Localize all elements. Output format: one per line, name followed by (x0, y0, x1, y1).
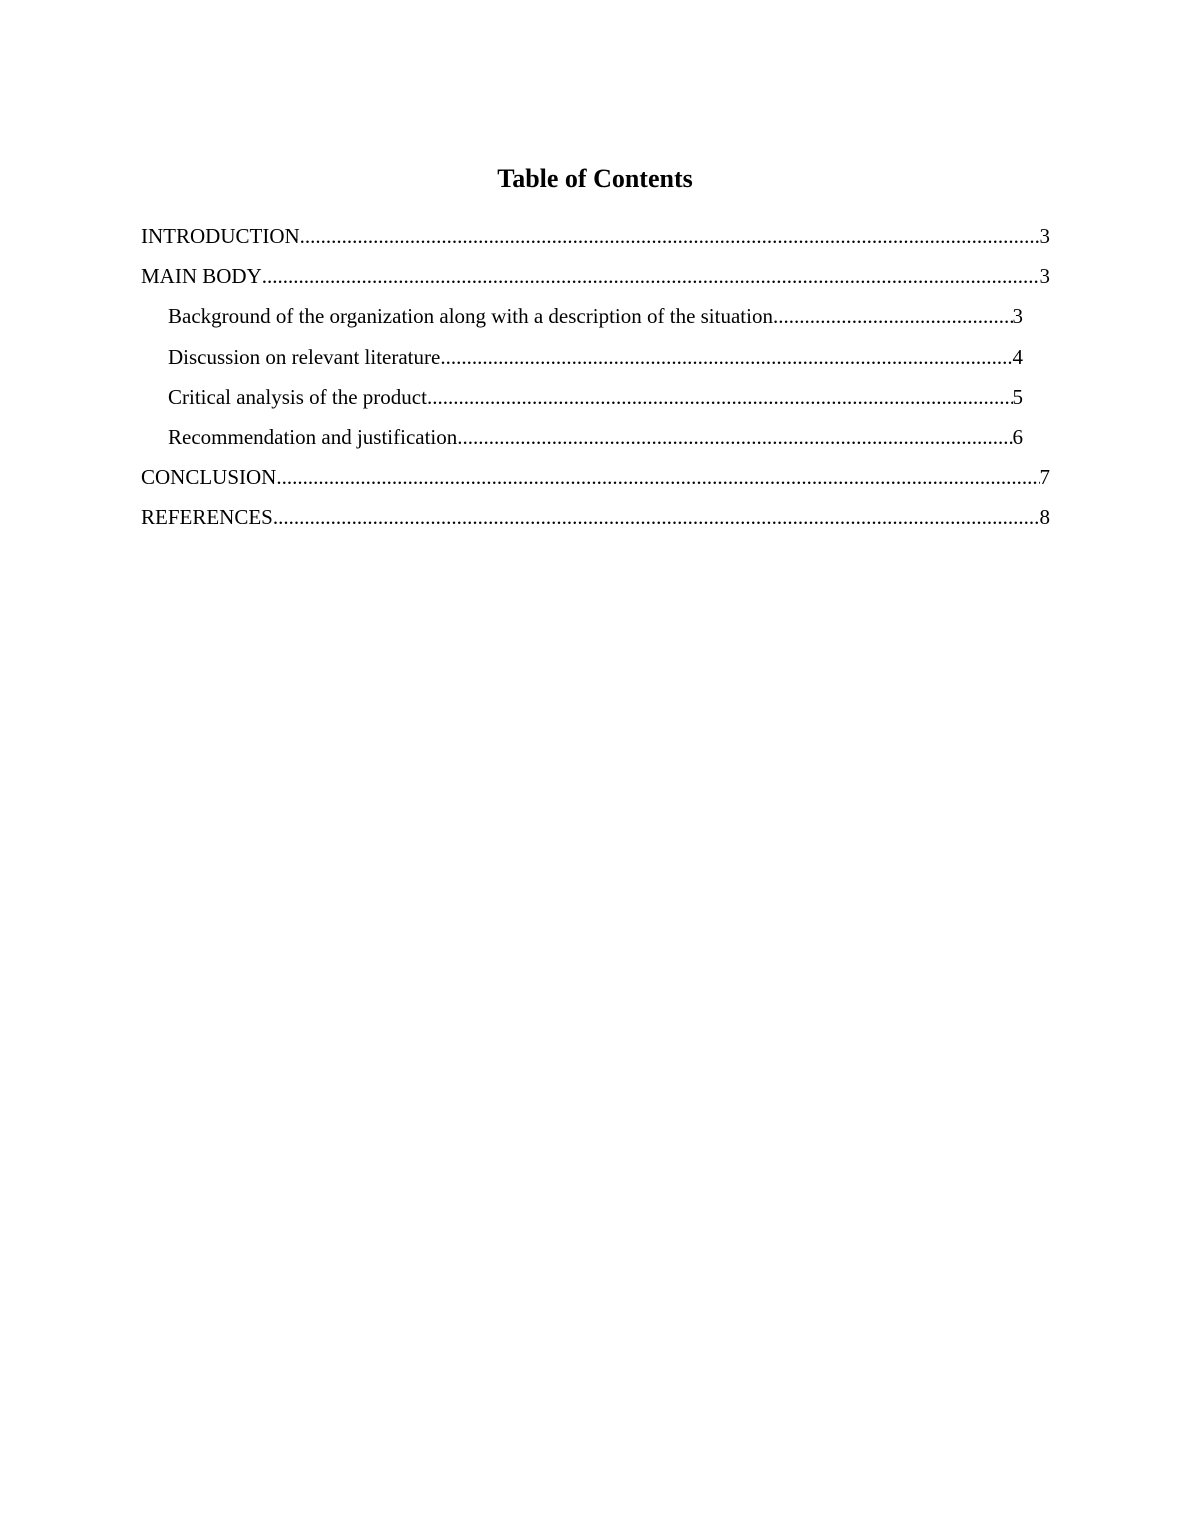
toc-dot-leader (773, 296, 1013, 336)
toc-page-number: 8 (1039, 505, 1050, 529)
toc-entry-text: Recommendation and justification (168, 425, 458, 449)
toc-entry-text: Discussion on relevant literature (168, 345, 441, 369)
toc-page-number: 3 (1012, 304, 1023, 328)
toc-entry-text: MAIN BODY (141, 264, 262, 288)
toc-entry-background[interactable] (168, 296, 1023, 336)
toc-entry-critical-analysis[interactable] (168, 377, 1023, 417)
toc-dot-leader (457, 417, 1012, 457)
toc-page-number: 6 (1012, 425, 1023, 449)
toc-dot-leader (262, 256, 1040, 296)
toc-entry-conclusion[interactable] (141, 457, 1050, 497)
toc-dot-leader (300, 216, 1040, 256)
toc-title: Table of Contents (497, 164, 693, 193)
toc-entry-introduction[interactable] (141, 216, 1050, 256)
toc-page-number: 7 (1039, 465, 1050, 489)
toc-entry-text: Background of the organization along with a description of the situation (168, 304, 773, 328)
toc-entry-text: CONCLUSION (141, 465, 277, 489)
toc-entry-text: REFERENCES (141, 505, 273, 529)
toc-page-number: 3 (1039, 224, 1050, 248)
toc-page-number: 3 (1039, 264, 1050, 288)
toc-dot-leader (440, 337, 1012, 377)
toc-page-number: 5 (1012, 385, 1023, 409)
toc-dot-leader (276, 457, 1039, 497)
toc-entry-main-body[interactable] (141, 256, 1050, 296)
toc-page-number: 4 (1012, 345, 1023, 369)
toc-entry-text: Critical analysis of the product (168, 385, 427, 409)
toc-dot-leader (273, 497, 1040, 537)
toc-entry-literature[interactable] (168, 337, 1023, 377)
toc-dot-leader (427, 377, 1013, 417)
toc-entry-text: INTRODUCTION (141, 224, 300, 248)
toc-entry-recommendation[interactable] (168, 417, 1023, 457)
toc-entry-references[interactable] (141, 497, 1050, 537)
